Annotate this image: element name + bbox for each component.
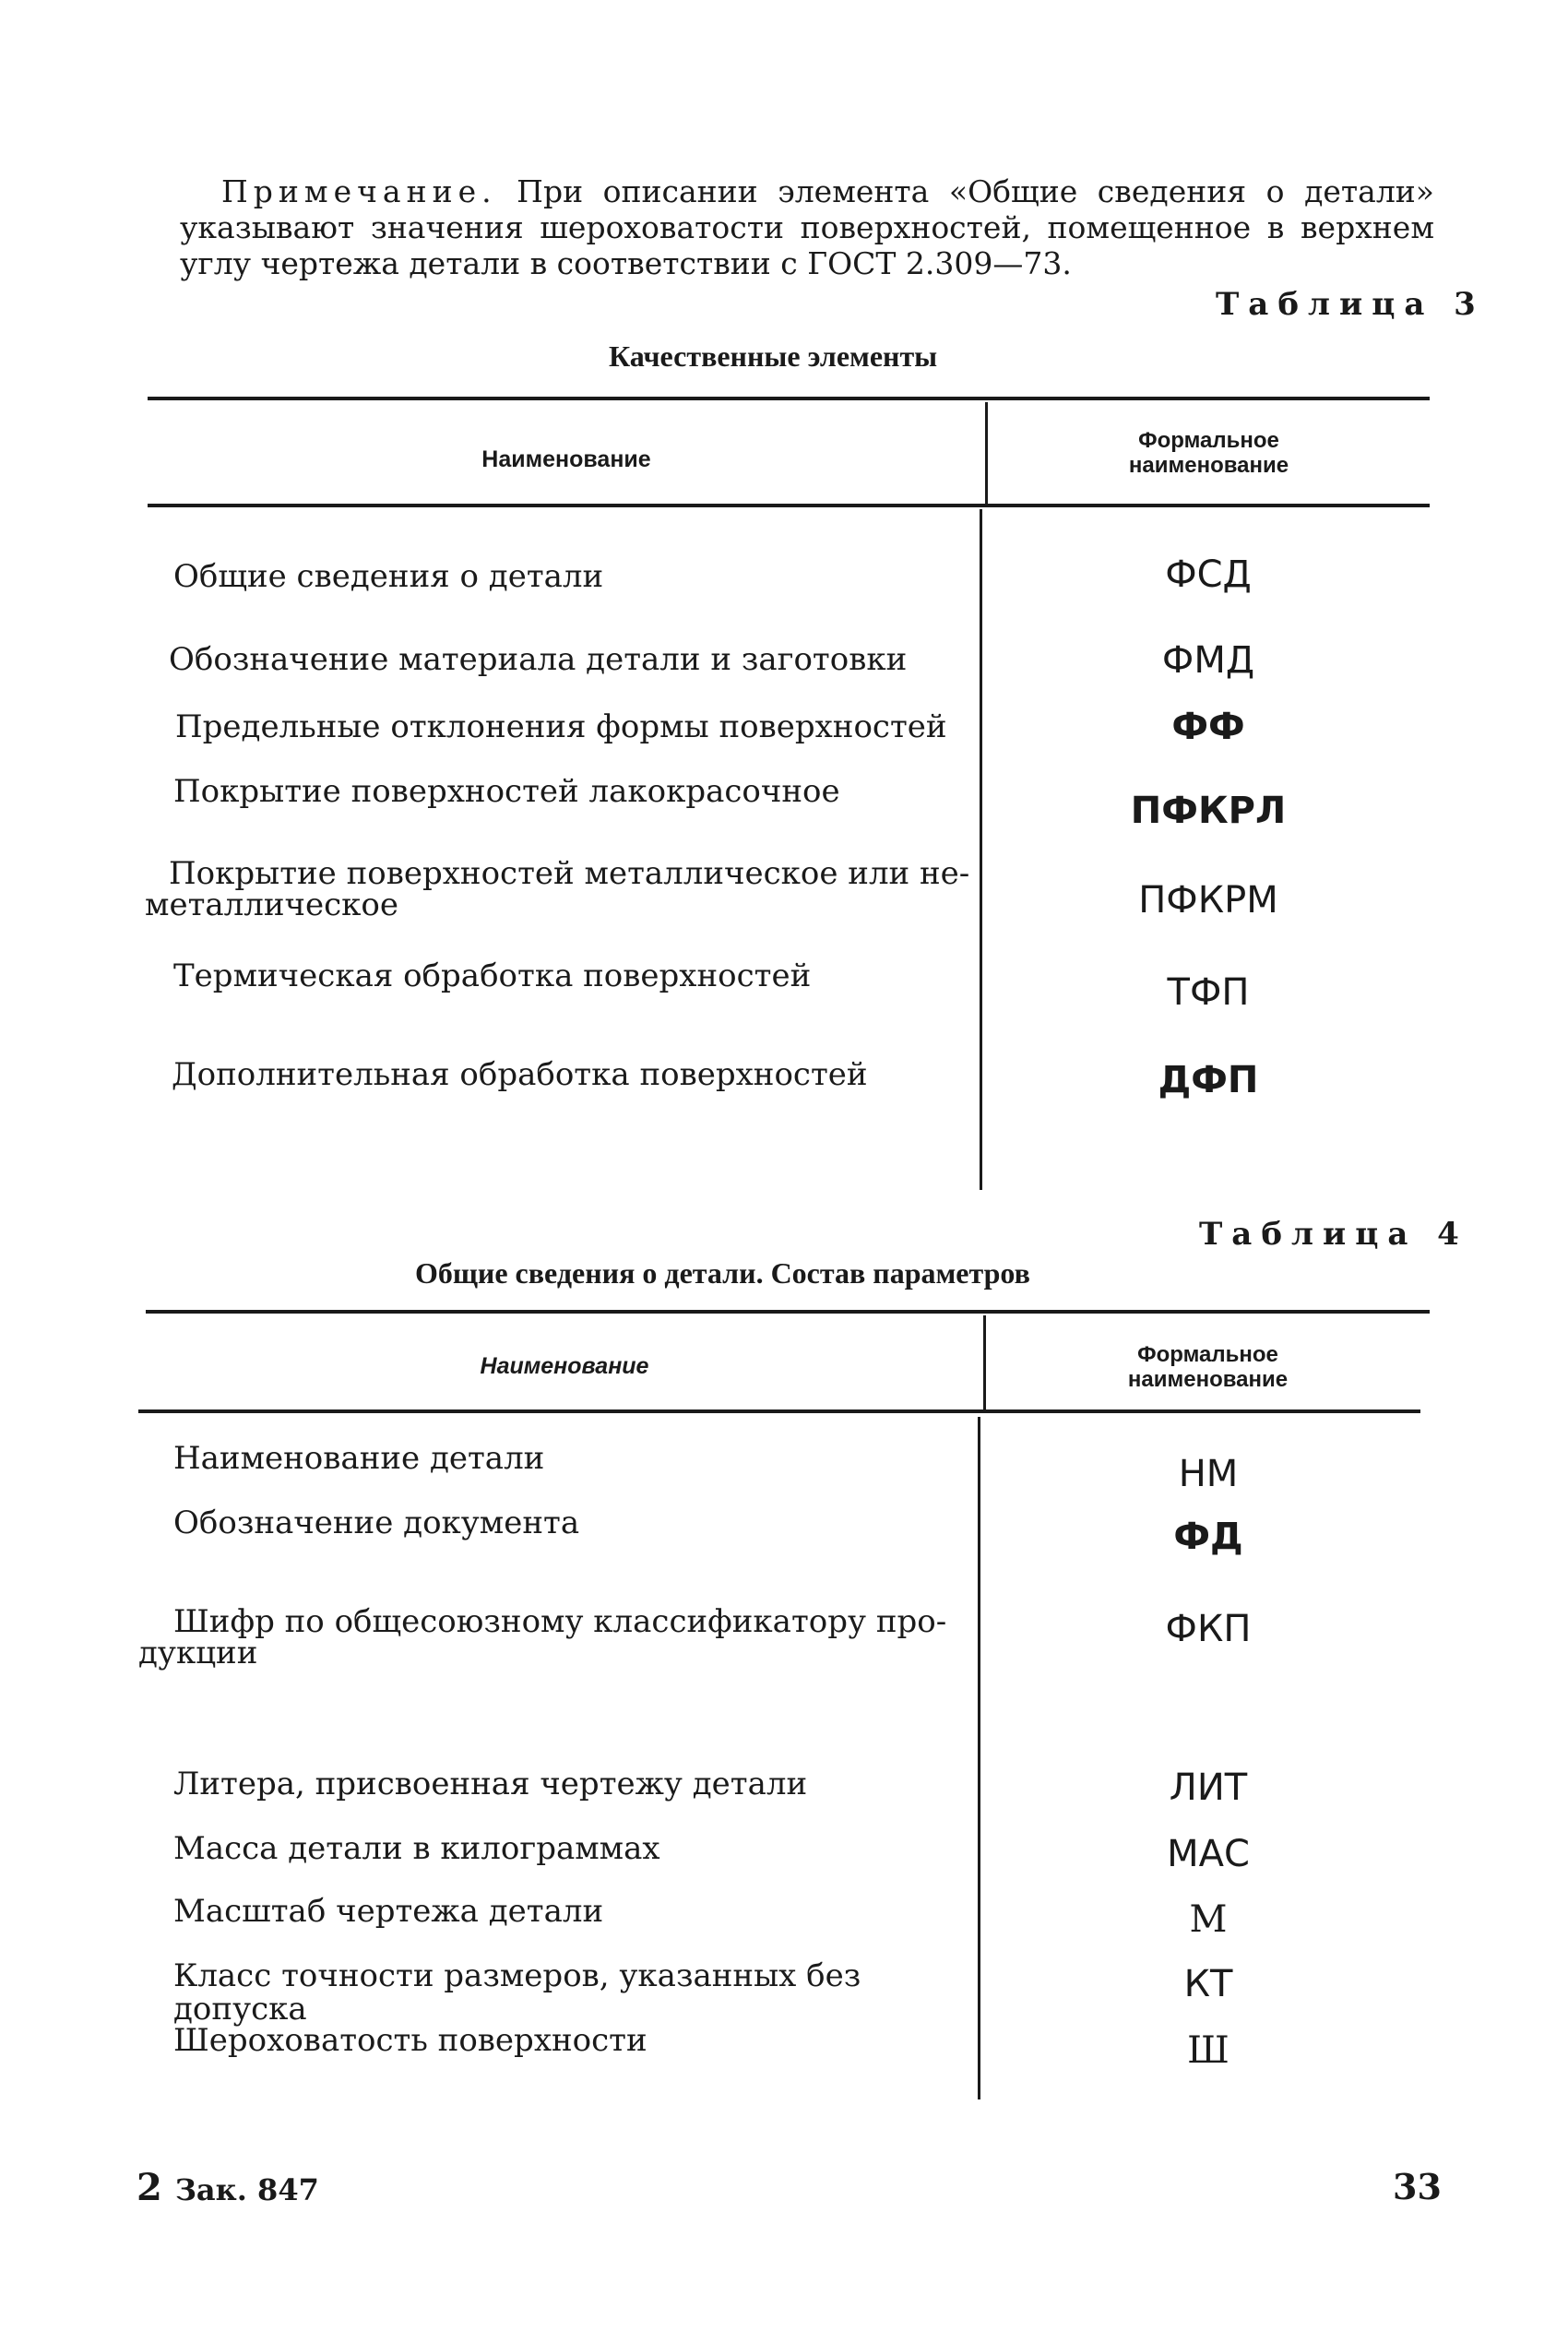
- table4-row-4-name: Литера, присвоенная чертежу детали: [173, 1766, 808, 1802]
- table4-row-7-code: КТ: [1183, 1963, 1233, 2005]
- table3-row-5-name-line1: Покрытие поверхностей металлическое или не-: [169, 855, 970, 892]
- table4-row-3-name-line1: Шифр по общесоюзному классификатору про-: [173, 1603, 947, 1640]
- footer-order-text: Зак. 847: [174, 2172, 319, 2207]
- table3-row-4-name: Покрытие поверхностей лакокрасочное: [173, 773, 840, 810]
- note-paragraph: [180, 173, 1434, 281]
- table4-row-1-name: Наименование детали: [173, 1440, 545, 1477]
- table3-row-3-code: ФФ: [1171, 706, 1245, 748]
- table4-row-3-name-line2: дукции: [138, 1635, 258, 1671]
- page-number: 33: [1393, 2166, 1442, 2207]
- table3-header-name: Наименование: [481, 446, 651, 472]
- table3-row-1-name: Общие сведения о детали: [173, 558, 604, 595]
- footer-sheet-number: 2: [137, 2166, 162, 2209]
- table3-row-6-code: ТФП: [1167, 971, 1250, 1014]
- table4-row-8-code: Ш: [1187, 2029, 1229, 2072]
- table4-row-6-code: М: [1189, 1898, 1228, 1941]
- table3-header-formal: [988, 428, 1430, 478]
- table3-row-7-code: ДФП: [1158, 1059, 1259, 1101]
- table4-header-name: Наименование: [480, 1353, 649, 1379]
- table3-row-2-name: Обозначение материала детали и заготовки: [169, 641, 908, 678]
- table3-top-rule: [148, 397, 1430, 400]
- table3-row-1-code: ФСД: [1165, 553, 1252, 596]
- table3-header-formal-line2: наименование: [1128, 453, 1289, 478]
- table3-body-divider: [980, 509, 982, 1190]
- table4-header-rule: [138, 1409, 1420, 1413]
- table4-row-6-name: Масштаб чертежа детали: [173, 1893, 604, 1930]
- table4-row-5-code: МАС: [1167, 1833, 1250, 1875]
- table4-row-2-code: ФД: [1173, 1516, 1243, 1558]
- table4-row-3-code: ФКП: [1165, 1608, 1252, 1650]
- table4-caption: Общие сведения о детали. Состав параметров: [415, 1256, 1030, 1290]
- table4-row-8-name: Шероховатость поверхности: [173, 2022, 647, 2059]
- table4-top-rule: [146, 1310, 1430, 1314]
- table3-row-2-code: ФМД: [1161, 639, 1255, 682]
- table3-row-5-code: ПФКРМ: [1138, 879, 1278, 922]
- table3-row-6-name: Термическая обработка поверхностей: [173, 957, 812, 994]
- table3-number: Таблица 3: [1216, 286, 1485, 323]
- table4-row-5-name: Масса детали в килограммах: [173, 1830, 660, 1867]
- table3-row-3-name: Предельные отклонения формы поверхностей: [175, 708, 947, 745]
- note-label: Примечание.: [221, 173, 497, 209]
- table4-row-7-name: Класс точности размеров, указанных без допуска: [173, 1957, 861, 2028]
- table4-header-formal-line2: наименование: [1127, 1367, 1289, 1392]
- table3-row-4-code: ПФКРЛ: [1130, 790, 1287, 832]
- table4-header-formal: [986, 1342, 1430, 1392]
- table4-number: Таблица 4: [1199, 1216, 1468, 1253]
- footer-order: [137, 2166, 319, 2209]
- table4-row-1-code: НМ: [1178, 1453, 1239, 1495]
- table3-row-5-name-line2: металлическое: [145, 886, 398, 923]
- table3-row-7-name: Дополнительная обработка поверхностей: [172, 1056, 868, 1093]
- table4-row-2-name: Обозначение документа: [173, 1505, 580, 1541]
- table4-row-4-code: ЛИТ: [1169, 1766, 1248, 1809]
- note-text: При описании элемента «Общие сведения о детали» указывают значения шероховатости поверхностей, помещенное в верхнем углу чертежа детали в соответствии с ГОСТ 2.309—73.: [180, 173, 1434, 281]
- table4-header-formal-line1: Формальное: [1137, 1342, 1278, 1367]
- table3-header-formal-line1: Формальное: [1138, 428, 1279, 453]
- table3-caption: Качественные элементы: [609, 339, 938, 373]
- table3-header-rule: [148, 504, 1430, 507]
